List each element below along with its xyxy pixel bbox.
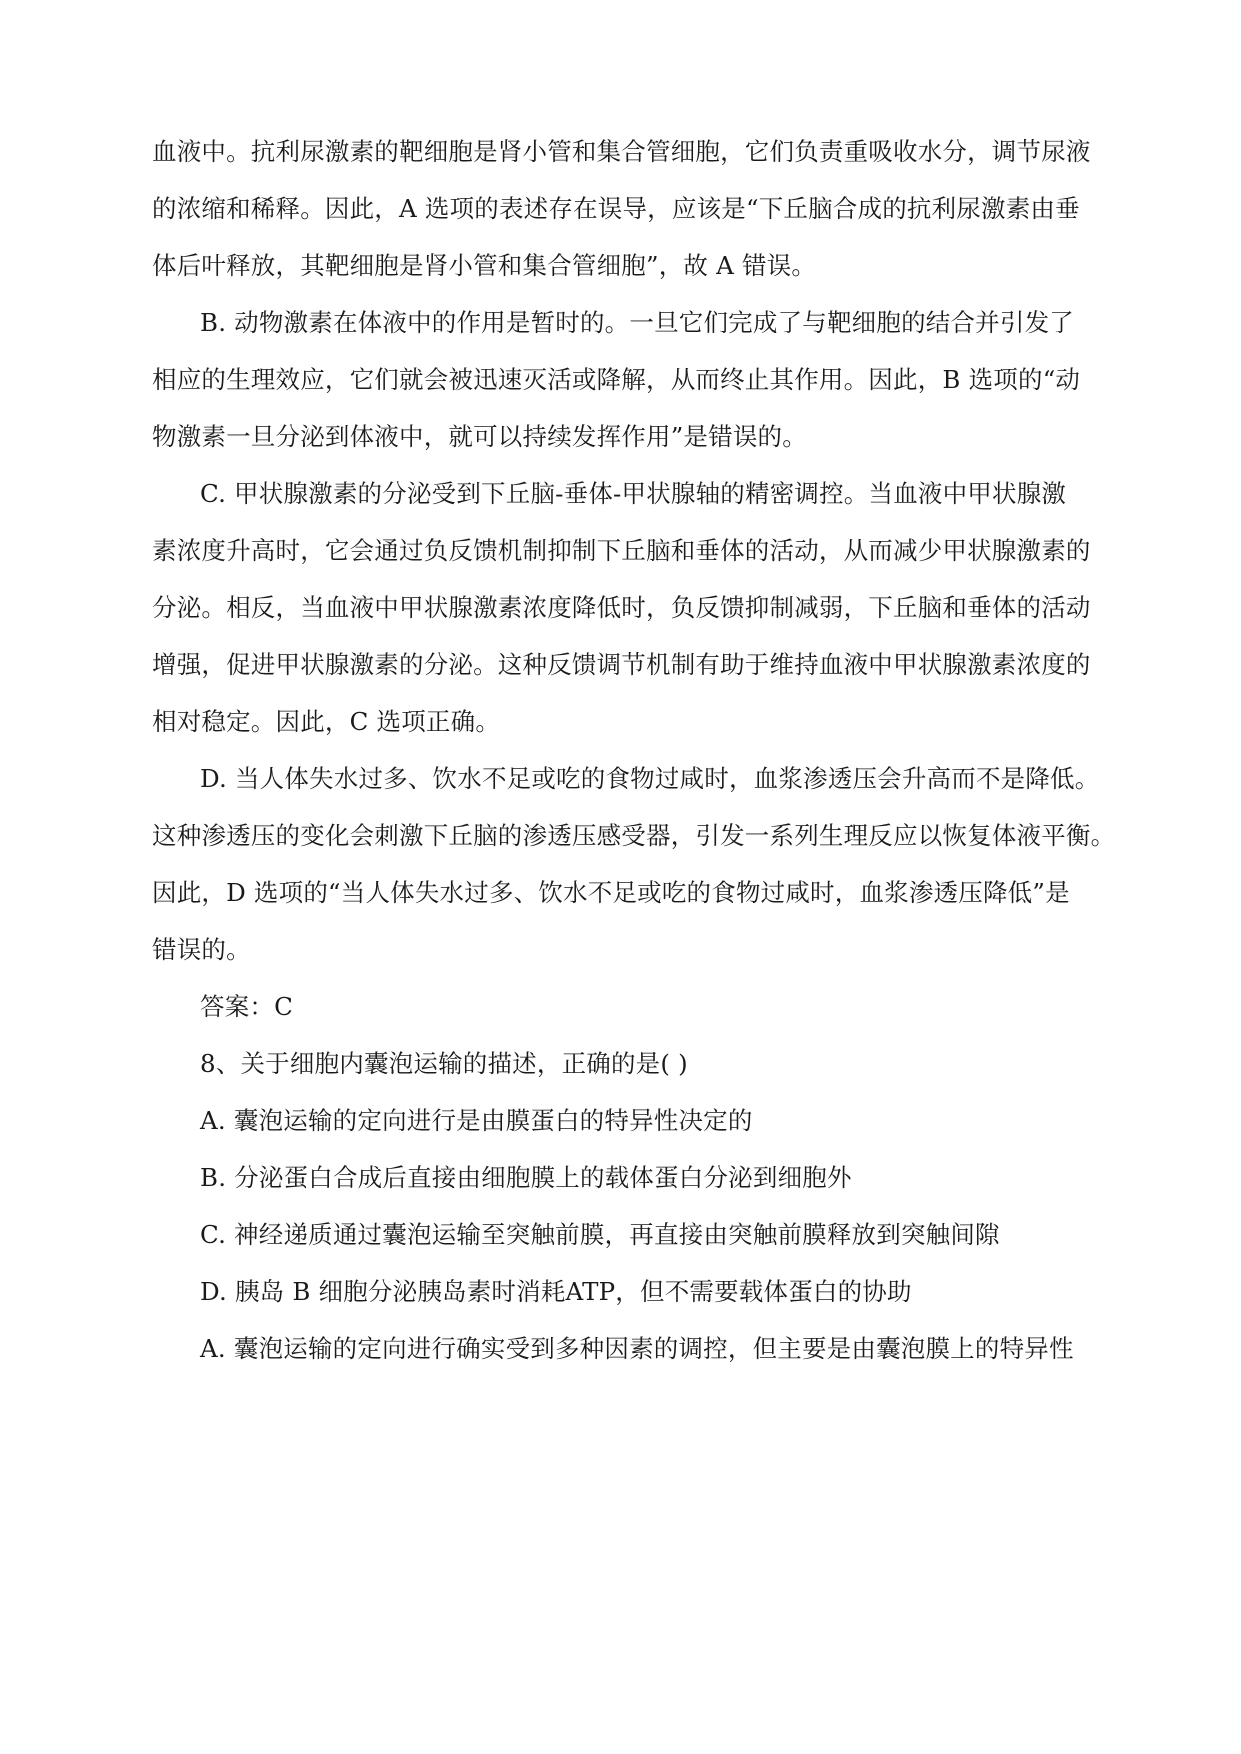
text-line: 相对稳定。因此，C 选项正确。 [152, 707, 501, 736]
question-option-a: A. 囊泡运输的定向进行是由膜蛋白的特异性决定的 [200, 1106, 753, 1135]
text-line: 分泌。相反，当血液中甲状腺激素浓度降低时，负反馈抑制减弱，下丘脑和垂体的活动 [152, 593, 1091, 622]
text-line: 因此，D 选项的“当人体失水过多、饮水不足或吃的食物过咸时，血浆渗透压降低”是 [152, 878, 1070, 907]
question-option-c: C. 神经递质通过囊泡运输至突触前膜，再直接由突触前膜释放到突触间隙 [200, 1220, 1000, 1249]
answer-line: 答案：C [200, 992, 294, 1021]
text-line: 体后叶释放，其靶细胞是肾小管和集合管细胞”，故 A 错误。 [152, 251, 817, 280]
text-line: 错误的。 [152, 935, 251, 964]
option-c-explanation: C. 甲状腺激素的分泌受到下丘脑-垂体-甲状腺轴的精密调控。当血液中甲状腺激 [200, 479, 1067, 508]
text-line: 的浓缩和稀释。因此，A 选项的表述存在误导，应该是“下丘脑合成的抗利尿激素由垂 [152, 194, 1080, 223]
option-a-explanation: A. 囊泡运输的定向进行确实受到多种因素的调控，但主要是由囊泡膜上的特异性 [200, 1334, 1074, 1363]
question-option-b: B. 分泌蛋白合成后直接由细胞膜上的载体蛋白分泌到细胞外 [200, 1163, 852, 1192]
text-line: 血液中。抗利尿激素的靶细胞是肾小管和集合管细胞，它们负责重吸收水分，调节尿液 [152, 137, 1091, 166]
text-line: 素浓度升高时，它会通过负反馈机制抑制下丘脑和垂体的活动，从而减少甲状腺激素的 [152, 536, 1091, 565]
text-line: 相应的生理效应，它们就会被迅速灭活或降解，从而终止其作用。因此，B 选项的“动 [152, 365, 1081, 394]
text-line: 这种渗透压的变化会刺激下丘脑的渗透压感受器，引发一系列生理反应以恢复体液平衡。 [152, 821, 1116, 850]
text-line: 物激素一旦分泌到体液中，就可以持续发挥作用”是错误的。 [152, 422, 807, 451]
option-b-explanation: B. 动物激素在体液中的作用是暂时的。一旦它们完成了与靶细胞的结合并引发了 [200, 308, 1074, 337]
text-line: 增强，促进甲状腺激素的分泌。这种反馈调节机制有助于维持血液中甲状腺激素浓度的 [152, 650, 1091, 679]
question-option-d: D. 胰岛 B 细胞分泌胰岛素时消耗ATP，但不需要载体蛋白的协助 [200, 1277, 912, 1306]
question-8-title: 8、关于细胞内囊泡运输的描述，正确的是( ) [200, 1049, 688, 1078]
option-d-explanation: D. 当人体失水过多、饮水不足或吃的食物过咸时，血浆渗透压会升高而不是降低。 [200, 764, 1100, 793]
